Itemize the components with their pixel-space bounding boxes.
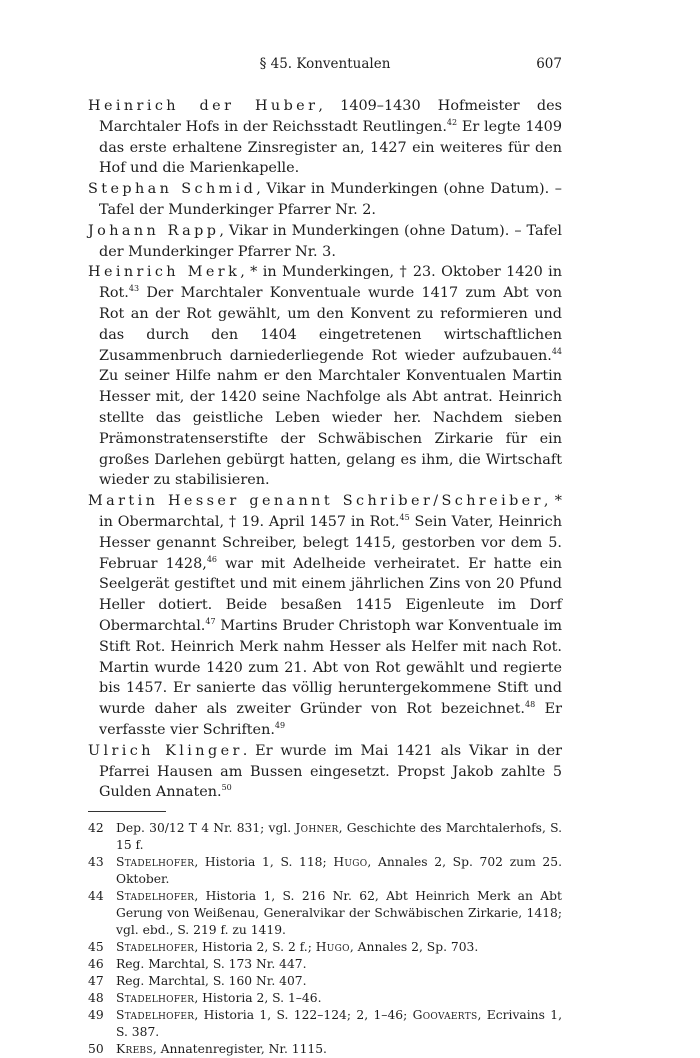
footnote-ref: 46 (206, 554, 218, 564)
entry-text: , * in Munderkingen, † 23. Oktober 1420 in Rot. (99, 264, 562, 302)
citation-text: , Annales 2, Sp. 702 zum 25. Oktober. (116, 855, 562, 887)
citation-text: , Annatenregister, Nr. 1115. (152, 1042, 327, 1057)
entry-text: Sein Vater, Heinrich Hesser genannt Schreiber, belegt 1415, gestorben vor dem 5. Februar 1428, (99, 513, 562, 572)
footnote-number: 49 (88, 1008, 104, 1023)
citation-text: , Geschichte des Marchtalerhofs, S. 15 f. (116, 821, 563, 853)
running-head-title: § 45. Konventualen (259, 56, 391, 72)
footnote (88, 820, 562, 854)
entry-text: war mit Adelheide verheiratet. Er hatte ein Seelgerät gestiftet und mit einem jährlichen Zins von 20 Pfund Heller dotiert. Beide besaßen 1415 Eigenleute im Dorf Obermarchtal. (99, 555, 562, 634)
entry-name: Heinrich der Huber (88, 98, 319, 114)
entry-text: Er verfasste vier Schriften. (99, 701, 562, 738)
citation-text: Reg. Marchtal, S. 160 Nr. 407. (116, 974, 307, 989)
entry (88, 491, 562, 741)
entry-text: , Vikar in Munderkingen (ohne Datum). – Tafel der Munderkinger Pfarrer Nr. 2. (99, 181, 562, 218)
footnote-number: 47 (88, 974, 104, 989)
entry-name: Martin Hesser genannt Schriber/Schreiber (88, 493, 544, 510)
entry-text: , * in Obermarchtal, † 19. April 1457 in Rot. (99, 493, 562, 530)
citation-text: Dep. 30/12 T 4 Nr. 831; vgl. (116, 821, 296, 836)
citation-text: , Historia 1, S. 216 Nr. 62, Abt Heinrich Merk an Abt Gerung von Weißenau, Generalvikar der Schwäbischen Zirkarie, 1418; vgl. ebd., S. 219 f. zu 1419. (116, 889, 562, 938)
entry-text: Er legte 1409 das erste erhaltene Zinsregister an, 1427 ein weiteres für den Hof und die Marienkapelle. (99, 118, 562, 177)
footnote-number: 50 (88, 1042, 104, 1057)
author-name: Hugo (333, 855, 368, 870)
entry-text: Der Marchtaler Konventuale wurde 1417 zum Abt von Rot an der Rot gewählt, um den Konvent zu reformieren und das durch den 1404 eingetretenen wirtschaftlichen Zusammenbruch darniederliegende Rot wieder aufzubauen. (99, 285, 562, 364)
footnote (88, 1007, 562, 1041)
author-name: Stadelhofer (116, 940, 195, 955)
footnote (88, 939, 562, 956)
footnote-ref: 42 (446, 117, 458, 127)
author-name: Johner (295, 821, 339, 836)
book-page (88, 56, 562, 1058)
footnote-number: 43 (88, 855, 104, 870)
author-name: Stadelhofer (116, 1008, 195, 1023)
footnote-number: 48 (88, 991, 104, 1006)
author-name: Stadelhofer (116, 855, 195, 870)
citation-text: , Annales 2, Sp. 703. (349, 940, 479, 955)
footnote (88, 854, 562, 888)
footnote-number: 46 (88, 957, 104, 972)
entry-name: Stephan Schmid (88, 181, 257, 198)
footnote-number: 44 (88, 889, 104, 904)
footnote-text (116, 939, 562, 956)
footnote-separator (88, 811, 166, 812)
entry-text: . Er wurde im Mai 1421 als Vikar in der Pfarrei Hausen am Bussen eingesetzt. Propst Jakob zahlte 5 Gulden Annaten. (99, 742, 563, 801)
footnote (88, 956, 562, 973)
footnote (88, 990, 562, 1007)
citation-text: , Historia 1, S. 118; (194, 855, 334, 870)
author-name: Stadelhofer (116, 889, 195, 904)
citation-text: , Historia 1, S. 122–124; 2, 1–46; (194, 1008, 413, 1023)
entry-text: Martins Bruder Christoph war Konventuale im Stift Rot. Heinrich Merk nahm Hesser als Helfer mit nach Rot. Martin wurde 1420 zum 21. Abt von Rot gewählt und regierte bis 1457. Er sanierte das völlig heruntergekommene Stift und wurde daher als zweiter Gründer von Rot bezeichnet. (99, 617, 562, 718)
author-name: Krebs (116, 1042, 153, 1057)
entry (88, 262, 562, 491)
entry-name: Ulrich Klinger (88, 742, 243, 759)
entry (88, 179, 562, 221)
citation-text: , Historia 2, S. 2 f.; (194, 940, 316, 955)
footnote (88, 1041, 562, 1058)
entry-name: Johann Rapp (88, 222, 220, 239)
footnote-ref: 50 (221, 783, 232, 793)
footnote-ref: 45 (399, 512, 410, 522)
author-name: Hugo (315, 940, 350, 955)
footnote-ref: 48 (525, 700, 536, 710)
footnote-text (116, 1041, 562, 1058)
page-number: 607 (536, 56, 562, 72)
running-head (88, 56, 562, 78)
entry (88, 741, 562, 803)
footnote-number: 42 (88, 821, 104, 836)
footnote-ref: 43 (128, 284, 140, 294)
footnote-text (116, 820, 562, 854)
footnote-text (116, 990, 562, 1007)
footnote-ref: 44 (551, 346, 562, 356)
entry-name: Heinrich Merk (88, 264, 241, 281)
author-name: Goovaerts (412, 1008, 478, 1023)
footnote-text (116, 854, 562, 888)
entry (88, 96, 562, 179)
footnote-text (116, 956, 562, 973)
citation-text: , Historia 2, S. 1–46. (194, 991, 322, 1006)
footnote-number: 45 (88, 940, 104, 955)
citation-text: , Ecrivains 1, S. 387. (116, 1008, 562, 1040)
footnote-list (88, 820, 562, 1058)
entry-text: , 1409–1430 Hofmeister des Marchtaler Hofs in der Reichsstadt Reutlingen. (99, 98, 562, 135)
footnote-ref: 49 (274, 720, 286, 730)
footnote (88, 888, 562, 939)
entry-list (88, 96, 562, 803)
author-name: Stadelhofer (116, 991, 195, 1006)
entry-text: , Vikar in Munderkingen (ohne Datum). – Tafel der Munderkinger Pfarrer Nr. 3. (99, 222, 562, 260)
footnote-text (116, 1007, 562, 1041)
citation-text: Reg. Marchtal, S. 173 Nr. 447. (116, 957, 307, 972)
entry (88, 221, 562, 263)
footnote-ref: 47 (205, 616, 216, 626)
entry-text: Zu seiner Hilfe nahm er den Marchtaler Konventualen Martin Hesser mit, der 1420 seine Nachfolge als Abt antrat. Heinrich stellte das geistliche Leben wieder her. Nachdem sieben Prämonstratenserstifte der Schwäbischen Zirkarie für ein großes Darlehen gebürgt hatten, gelang es ihm, die Wirtschaft wieder zu stabilisieren. (99, 368, 562, 489)
footnote-text (116, 888, 562, 939)
